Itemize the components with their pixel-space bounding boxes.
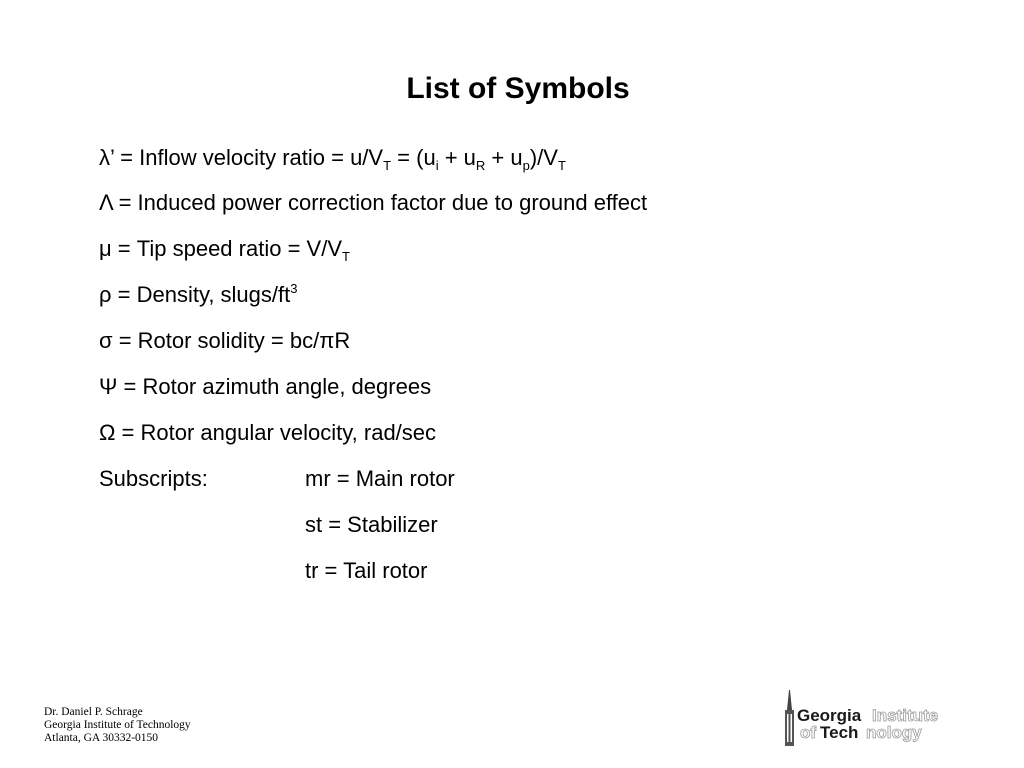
subscript-stabilizer: st = Stabilizer [305, 512, 438, 537]
georgia-tech-logo [780, 688, 970, 750]
logo-word-institute: Institute [872, 706, 939, 725]
subscript-tail-rotor: tr = Tail rotor [305, 558, 428, 583]
superscript: 3 [290, 281, 298, 296]
subscript-main-rotor: mr = Main rotor [305, 466, 455, 491]
subscript: i [435, 158, 439, 173]
subscripts-label: Subscripts: [99, 466, 208, 491]
symbol-azimuth: Ψ = Rotor azimuth angle, degrees [99, 374, 432, 399]
symbol-text: λ’ = Inflow velocity ratio = u/V [99, 145, 384, 170]
symbol-text: + u [485, 145, 523, 170]
logo-word-georgia: Georgia [797, 706, 862, 725]
symbol-tip-speed-ratio [99, 234, 350, 264]
logo-word-of: of [800, 723, 817, 742]
author-institution: Georgia Institute of Technology [44, 719, 191, 731]
author-address: Atlanta, GA 30332-0150 [44, 732, 159, 744]
symbol-text: = (u [391, 145, 436, 170]
symbol-text: μ = Tip speed ratio = V/V [99, 236, 342, 261]
logo-word-nology: nology [866, 723, 922, 742]
subscript: T [383, 158, 392, 173]
tower-icon [785, 690, 794, 746]
author-footer [44, 706, 191, 745]
author-name: Dr. Daniel P. Schrage [44, 706, 143, 718]
symbol-density [99, 280, 297, 310]
symbol-text: + u [438, 145, 476, 170]
symbol-text: )/V [529, 145, 558, 170]
symbol-text: ρ = Density, slugs/ft [99, 282, 291, 307]
slide-title: List of Symbols [406, 72, 630, 105]
subscript: R [475, 158, 486, 173]
symbol-induced-power: Λ = Induced power correction factor due to ground effect [99, 190, 648, 215]
logo-word-tech: Tech [820, 723, 859, 742]
subscript: T [342, 249, 350, 264]
symbol-angular-velocity: Ω = Rotor angular velocity, rad/sec [99, 420, 437, 445]
symbol-inflow-ratio [99, 143, 566, 173]
symbol-solidity: σ = Rotor solidity = bc/πR [99, 328, 351, 353]
subscript: p [522, 158, 530, 173]
subscript: T [557, 158, 566, 173]
